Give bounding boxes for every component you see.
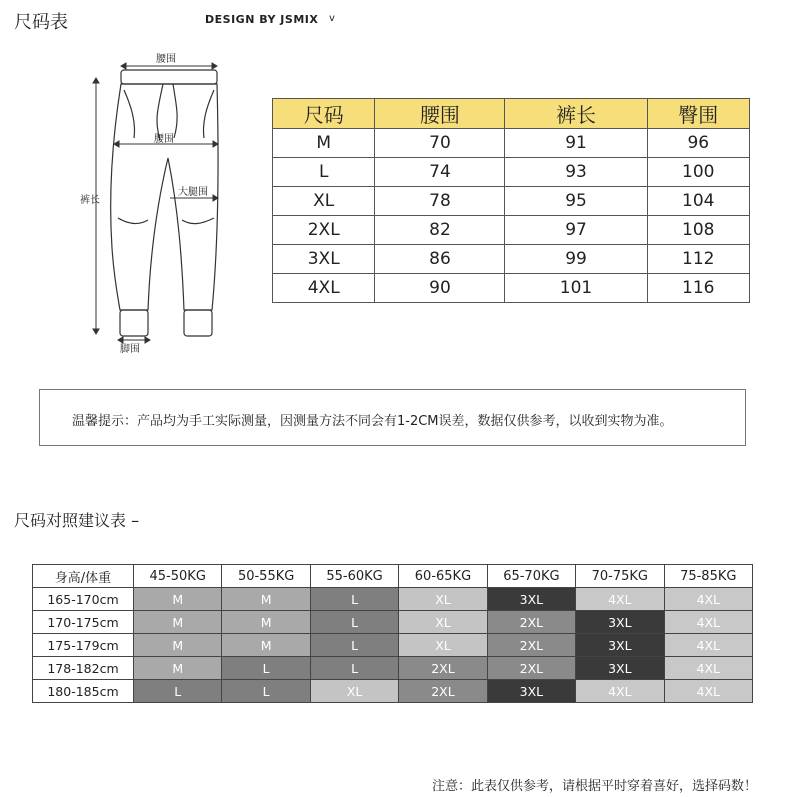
size-cell: 2XL — [487, 634, 575, 657]
header-waist: 腰围 — [375, 99, 505, 129]
table-row — [33, 680, 753, 703]
table-row — [273, 216, 750, 245]
footer-note: 注意：此表仅供参考，请根据平时穿着喜好，选择码数！ — [432, 779, 758, 794]
size-cell: 3XL — [576, 657, 664, 680]
size-cell: L — [310, 588, 398, 611]
reference-header-row — [33, 565, 753, 588]
header-weight-range: 65-70KG — [487, 565, 575, 588]
size-table-header — [273, 99, 750, 129]
cell: 86 — [375, 245, 505, 274]
cell: 112 — [647, 245, 749, 274]
size-cell: L — [222, 680, 310, 703]
cell: 70 — [375, 129, 505, 158]
size-cell: M — [134, 634, 222, 657]
label-thigh: 大腿围 — [178, 187, 208, 198]
size-cell: 2XL — [399, 657, 487, 680]
size-cell: L — [134, 680, 222, 703]
size-cell: 4XL — [576, 588, 664, 611]
size-cell: 4XL — [664, 634, 752, 657]
cell: 95 — [505, 187, 647, 216]
header-weight-range: 45-50KG — [134, 565, 222, 588]
size-cell: M — [222, 611, 310, 634]
cell: 74 — [375, 158, 505, 187]
cell: L — [273, 158, 375, 187]
size-cell: L — [310, 634, 398, 657]
size-cell: XL — [399, 588, 487, 611]
cell: 78 — [375, 187, 505, 216]
table-row — [273, 158, 750, 187]
height-label: 180-185cm — [33, 680, 134, 703]
label-length: 裤长 — [80, 195, 100, 206]
brand-name: DESIGN BY JSMIX — [205, 13, 319, 26]
cell: 100 — [647, 158, 749, 187]
reference-table — [32, 564, 753, 703]
size-cell: M — [134, 611, 222, 634]
waistband — [121, 70, 217, 84]
header-hip: 臀围 — [647, 99, 749, 129]
right-cuff — [184, 310, 212, 336]
size-cell: 4XL — [664, 611, 752, 634]
cell: 3XL — [273, 245, 375, 274]
size-cell: XL — [399, 611, 487, 634]
pocket-lines — [124, 90, 214, 138]
table-row — [273, 129, 750, 158]
size-cell: 3XL — [576, 611, 664, 634]
header-size: 尺码 — [273, 99, 375, 129]
table-row — [273, 274, 750, 303]
header-weight-range: 55-60KG — [310, 565, 398, 588]
size-cell: 4XL — [576, 680, 664, 703]
size-cell: M — [222, 588, 310, 611]
cell: 104 — [647, 187, 749, 216]
header-weight-range: 70-75KG — [576, 565, 664, 588]
size-cell: XL — [399, 634, 487, 657]
cell: M — [273, 129, 375, 158]
size-cell: 3XL — [487, 588, 575, 611]
table-row — [33, 634, 753, 657]
header-weight-range: 60-65KG — [399, 565, 487, 588]
size-cell: 4XL — [664, 588, 752, 611]
cell: 82 — [375, 216, 505, 245]
size-cell: 2XL — [399, 680, 487, 703]
cell: 116 — [647, 274, 749, 303]
drawstring — [157, 84, 177, 140]
knee-folds — [118, 218, 214, 224]
header-weight-range: 50-55KG — [222, 565, 310, 588]
cell: 2XL — [273, 216, 375, 245]
cell: 93 — [505, 158, 647, 187]
reference-title: 尺码对照建议表 – — [14, 511, 140, 530]
cell: 97 — [505, 216, 647, 245]
size-cell: 2XL — [487, 657, 575, 680]
size-cell: 4XL — [664, 657, 752, 680]
size-cell: XL — [310, 680, 398, 703]
table-row — [33, 611, 753, 634]
height-label: 165-170cm — [33, 588, 134, 611]
size-cell: L — [310, 657, 398, 680]
table-row — [33, 657, 753, 680]
header-height-weight: 身高/体重 — [33, 565, 134, 588]
cell: XL — [273, 187, 375, 216]
size-cell: 3XL — [487, 680, 575, 703]
cell: 108 — [647, 216, 749, 245]
label-cuff: 脚围 — [120, 344, 140, 355]
brand-mark: v — [329, 13, 335, 24]
page-title: 尺码表 — [14, 12, 68, 33]
table-row — [273, 245, 750, 274]
height-label: 170-175cm — [33, 611, 134, 634]
height-label: 178-182cm — [33, 657, 134, 680]
table-row — [33, 588, 753, 611]
cell: 4XL — [273, 274, 375, 303]
left-cuff — [120, 310, 148, 336]
table-row — [273, 187, 750, 216]
label-waist: 腰围 — [154, 134, 174, 145]
cell: 90 — [375, 274, 505, 303]
height-label: 175-179cm — [33, 634, 134, 657]
notice-text: 温馨提示：产品均为手工实际测量，因测量方法不同会有1-2CM误差，数据仅供参考，以收到实物为准。 — [72, 414, 673, 429]
size-cell: 4XL — [664, 680, 752, 703]
label-waist-top: 腰围 — [156, 54, 176, 65]
pants-diagram — [78, 48, 248, 360]
size-cell: 2XL — [487, 611, 575, 634]
size-cell: M — [134, 588, 222, 611]
header-weight-range: 75-85KG — [664, 565, 752, 588]
size-table — [272, 98, 750, 303]
cell: 91 — [505, 129, 647, 158]
size-cell: L — [222, 657, 310, 680]
size-cell: L — [310, 611, 398, 634]
cell: 101 — [505, 274, 647, 303]
cell: 99 — [505, 245, 647, 274]
cell: 96 — [647, 129, 749, 158]
size-cell: M — [134, 657, 222, 680]
size-cell: M — [222, 634, 310, 657]
size-cell: 3XL — [576, 634, 664, 657]
header-length: 裤长 — [505, 99, 647, 129]
